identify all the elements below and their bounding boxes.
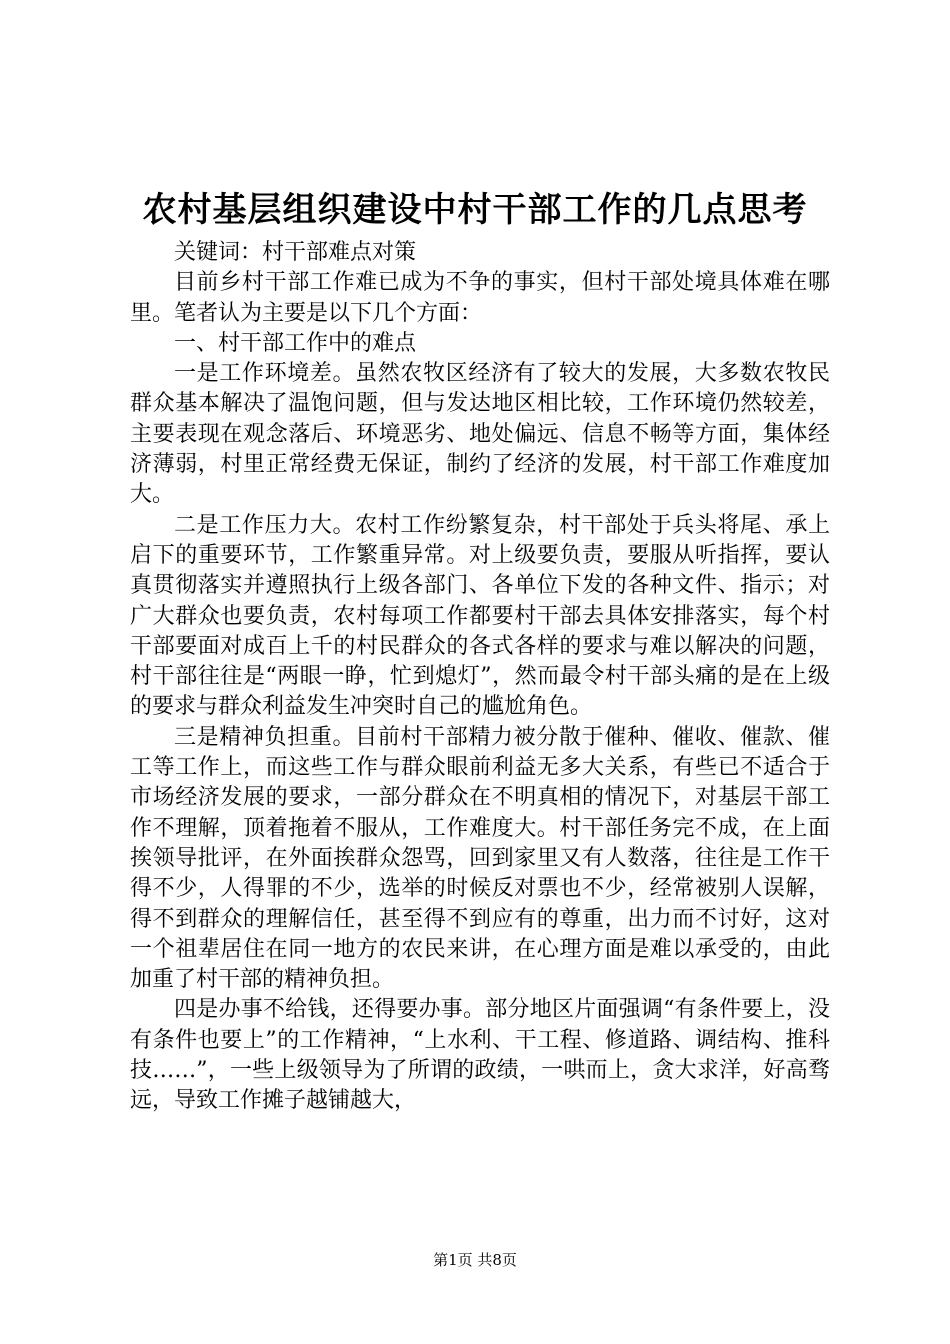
document-title: 农村基层组织建设中村干部工作的几点思考 xyxy=(142,190,808,230)
body-paragraph: 四是办事不给钱，还得要办事。部分地区片面强调“有条件要上，没有条件也要上”的工作精神，“上水利、干工程、修道路、调结构、推科技……”，一些上级领导为了所谓的政绩，一哄而上，贪大求洋，好高骛远，导致工作摊子越铺越大， xyxy=(130,997,830,1114)
body-paragraph: 三是精神负担重。目前村干部精力被分散于催种、催收、催款、催工等工作上，而这些工作与群众眼前利益无多大关系，有些已不适合于市场经济发展的要求，一部分群众在不明真相的情况下，对基层干部工作不理解，顶着拖着不服从，工作难度大。村干部任务完不成，在上面挨领导批评，在外面挨群众怨骂，回到家里又有人数落，往往是工作干得不少，人得罪的不少，选举的时候反对票也不少，经常被别人误解，得不到群众的理解信任，甚至得不到应有的尊重，出力而不讨好，这对一个祖辈居住在同一地方的农民来讲，在心理方面是难以承受的，由此加重了村干部的精神负担。 xyxy=(130,724,830,993)
body-paragraph: 一是工作环境差。虽然农牧区经济有了较大的发展，大多数农牧民群众基本解决了温饱问题，但与发达地区相比较，工作环境仍然较差，主要表现在观念落后、环境恶劣、地处偏远、信息不畅等方面，集体经济薄弱，村里正常经费无保证，制约了经济的发展，村干部工作难度加大。 xyxy=(130,361,830,508)
intro-paragraph: 目前乡村干部工作难已成为不争的事实，但村干部处境具体难在哪里。笔者认为主要是以下几个方面： xyxy=(130,270,830,326)
page-footer: 第1页 共8页 xyxy=(433,1251,517,1269)
section-heading: 一、村干部工作中的难点 xyxy=(174,330,417,356)
keywords-paragraph: 关键词：村干部难点对策 xyxy=(174,240,417,265)
body-paragraph: 二是工作压力大。农村工作纷繁复杂，村干部处于兵头将尾、承上启下的重要环节，工作繁重异常。对上级要负责，要服从听指挥，要认真贯彻落实并遵照执行上级各部门、各单位下发的各种文件、指示；对广大群众也要负责，农村每项工作都要村干部去具体安排落实，每个村干部要面对成百上千的村民群众的各式各样的要求与难以解决的问题，村干部往往是“两眼一睁，忙到熄灯”，然而最令村干部头痛的是在上级的要求与群众利益发生冲突时自己的尴尬角色。 xyxy=(130,512,830,720)
document-body xyxy=(130,238,830,1117)
